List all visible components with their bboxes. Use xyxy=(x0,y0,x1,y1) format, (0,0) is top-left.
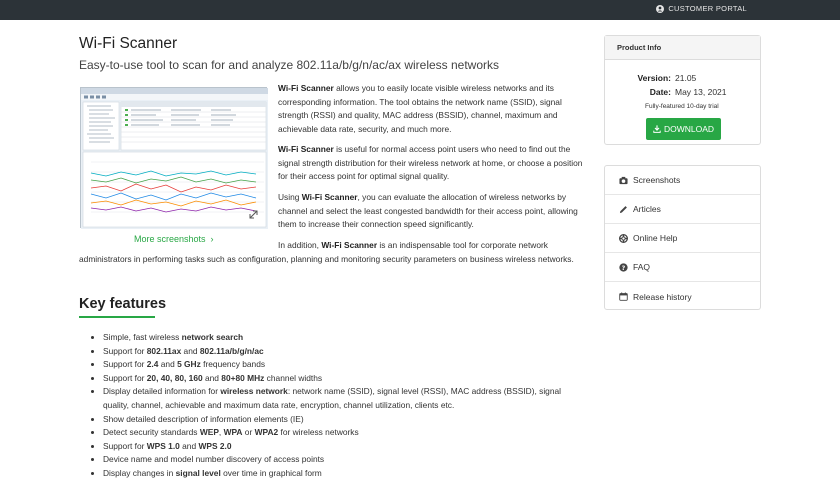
list-item: • Display detailed information for wireless network: network name (SSID), signal level (RSSI), MAC address (BSSID), signal quality, channel, achievable and maximum data rate, encryption, channel utilization, clients etc. xyxy=(103,385,573,412)
download-icon xyxy=(653,125,661,133)
sidebar-item-label: Release history xyxy=(633,291,692,302)
list-item: • Device name and model number discovery of access points xyxy=(103,453,573,467)
paragraph-text: is useful for normal access point users who need to find out the signal strength distribution for their wireless network at home, or choose a position for their access point for optimal signal quality. xyxy=(278,144,583,182)
heading-underline xyxy=(79,316,155,318)
download-label: DOWNLOAD xyxy=(663,124,715,134)
list-item: • Display changes in signal level over time in graphical form xyxy=(103,467,573,481)
sidebar-item-online-help[interactable] xyxy=(605,224,760,253)
list-item: • Support for 802.11ax and 802.11a/b/g/n/ac xyxy=(103,345,573,359)
chevron-right-icon: › xyxy=(208,234,214,244)
svg-text:?: ? xyxy=(621,264,626,272)
product-name: Wi-Fi Scanner xyxy=(301,192,358,202)
key-features-list xyxy=(103,331,573,481)
date-value: May 13, 2021 xyxy=(675,87,727,97)
description-paragraph-4 xyxy=(79,239,588,266)
sidebar-item-label: Online Help xyxy=(633,233,678,243)
calendar-icon xyxy=(619,292,628,301)
list-item: • Support for WPS 1.0 and WPS 2.0 xyxy=(103,440,573,454)
customer-portal-label: CUSTOMER PORTAL xyxy=(668,4,747,13)
paragraph-text: Using xyxy=(278,192,302,202)
list-item: • Simple, fast wireless network search xyxy=(103,331,573,345)
sidebar-item-articles[interactable] xyxy=(605,195,760,224)
more-screenshots-label: More screenshots xyxy=(134,234,206,244)
sidebar-item-release-history[interactable] xyxy=(605,282,760,311)
sidebar-item-faq[interactable] xyxy=(605,253,760,282)
page-subtitle: Easy-to-use tool to scan for and analyze 802.11a/b/g/n/ac/ax wireless networks xyxy=(79,58,500,72)
top-bar xyxy=(0,0,840,20)
product-info-panel xyxy=(604,35,761,145)
product-info-heading: Product Info xyxy=(605,36,760,60)
key-features-heading: Key features xyxy=(79,296,167,312)
sidebar-links xyxy=(604,165,761,310)
version-value: 21.05 xyxy=(675,73,697,83)
customer-portal-link[interactable] xyxy=(656,4,747,13)
sidebar-item-screenshots[interactable] xyxy=(605,166,760,195)
description-paragraph-1 xyxy=(278,82,588,136)
list-item: • Detect security standards WEP, WPA or WPA2 for wireless networks xyxy=(103,426,573,440)
trial-note: Fully-featured 10-day trial xyxy=(645,103,719,110)
description-paragraph-3 xyxy=(278,191,588,232)
sidebar-item-label: FAQ xyxy=(633,262,651,272)
list-item: • Show detailed description of information elements (IE) xyxy=(103,413,573,427)
paragraph-text: allows you to easily locate visible wireless networks and its corresponding information. The tool obtains the network name (SSID), signal strength (RSSI) and quality, MAC address (BSSID), channel, maximum and achievable data rate, security, and much more. xyxy=(278,83,562,134)
paragraph-text: , you can evaluate the allocation of wireless networks by channel and select the least congested bandwidth for their access point, allowing them to increase their connection speed significantly. xyxy=(278,192,578,230)
list-item: • Support for 20, 40, 80, 160 and 80+80 MHz channel widths xyxy=(103,372,573,386)
sidebar-item-label: Articles xyxy=(633,204,661,214)
sidebar-item-label: Screenshots xyxy=(633,175,681,185)
question-icon xyxy=(619,263,628,272)
description-paragraph-2 xyxy=(278,143,588,184)
pencil-icon xyxy=(619,205,628,214)
page-title: Wi-Fi Scanner xyxy=(79,35,178,52)
version-label: Version: xyxy=(637,73,671,83)
product-name: Wi-Fi Scanner xyxy=(321,240,378,250)
paragraph-text: In addition, xyxy=(278,240,322,250)
screenshot-thumbnail xyxy=(81,88,268,229)
product-screenshot[interactable] xyxy=(80,87,267,228)
date-label: Date: xyxy=(649,87,671,97)
user-icon xyxy=(656,5,664,13)
camera-icon xyxy=(619,176,628,185)
download-button[interactable] xyxy=(646,118,721,140)
product-name: Wi-Fi Scanner xyxy=(278,83,334,93)
list-item: • Support for 2.4 and 5 GHz frequency bands xyxy=(103,358,573,372)
product-name: Wi-Fi Scanner xyxy=(278,144,334,154)
lifebuoy-icon xyxy=(619,234,628,243)
paragraph-text: is an indispensable tool for corporate network administrators in performing tasks such as configuration, planning and monitoring security parameters on business wireless networks. xyxy=(79,240,574,264)
